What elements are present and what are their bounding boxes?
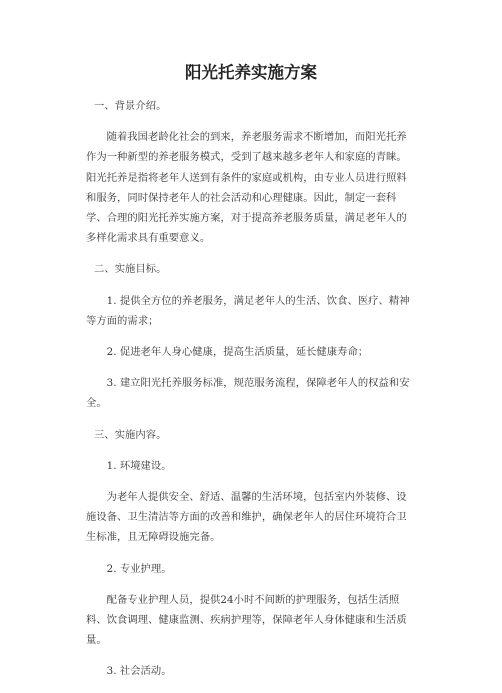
document-body <box>86 96 416 693</box>
goal-item-3: 3. 建立阳光托养服务标准，规范服务流程，保障老年人的权益和安全。 <box>86 377 410 410</box>
content-subheading-social: 3. 社会活动。 <box>106 665 172 678</box>
goal-item-1: 1. 提供全方位的养老服务，满足老年人的生活、饮食、医疗、精神等方面的需求； <box>86 294 410 327</box>
content-subheading-environment: 1. 环境建设。 <box>106 459 172 472</box>
paragraph-environment: 为老年人提供安全、舒适、温馨的生活环境，包括室内外装修、设施设备、卫生清洁等方面的改善和维护，确保老年人的居住环境符合卫生标准，且无障碍设施完备。 <box>86 491 407 544</box>
goal-item-2: 2. 促进老年人身心健康，提高生活质量，延长健康寿命； <box>106 346 369 359</box>
document-title: 阳光托养实施方案 <box>185 63 317 82</box>
paragraph-nursing: 配备专业护理人员，提供24小时不间断的护理服务，包括生活照料、饮食调理、健康监测、疾病护理等，保障老年人身体健康和生活质量。 <box>86 593 407 647</box>
section-heading-goals: 二、实施目标。 <box>94 263 167 276</box>
content-subheading-nursing: 2. 专业护理。 <box>106 562 172 575</box>
section-heading-background: 一、背景介绍。 <box>94 100 167 112</box>
paragraph-background: 随着我国老龄化社会的到来，养老服务需求不断增加，而阳光托养作为一种新型的养老服务模式，受到了越来越多老年人和家庭的青睐。阳光托养是指将老年人送到有条件的家庭或机构，由专业人员进行照料和服务，同时保持老年人的社会活动和心理健康。因此，制定一套科学、合理的阳光托养实施方案，对于提高养老服务质量，满足老年人的多样化需求具有重要意义。 <box>86 131 407 245</box>
section-heading-content: 三、实施内容。 <box>94 428 167 441</box>
